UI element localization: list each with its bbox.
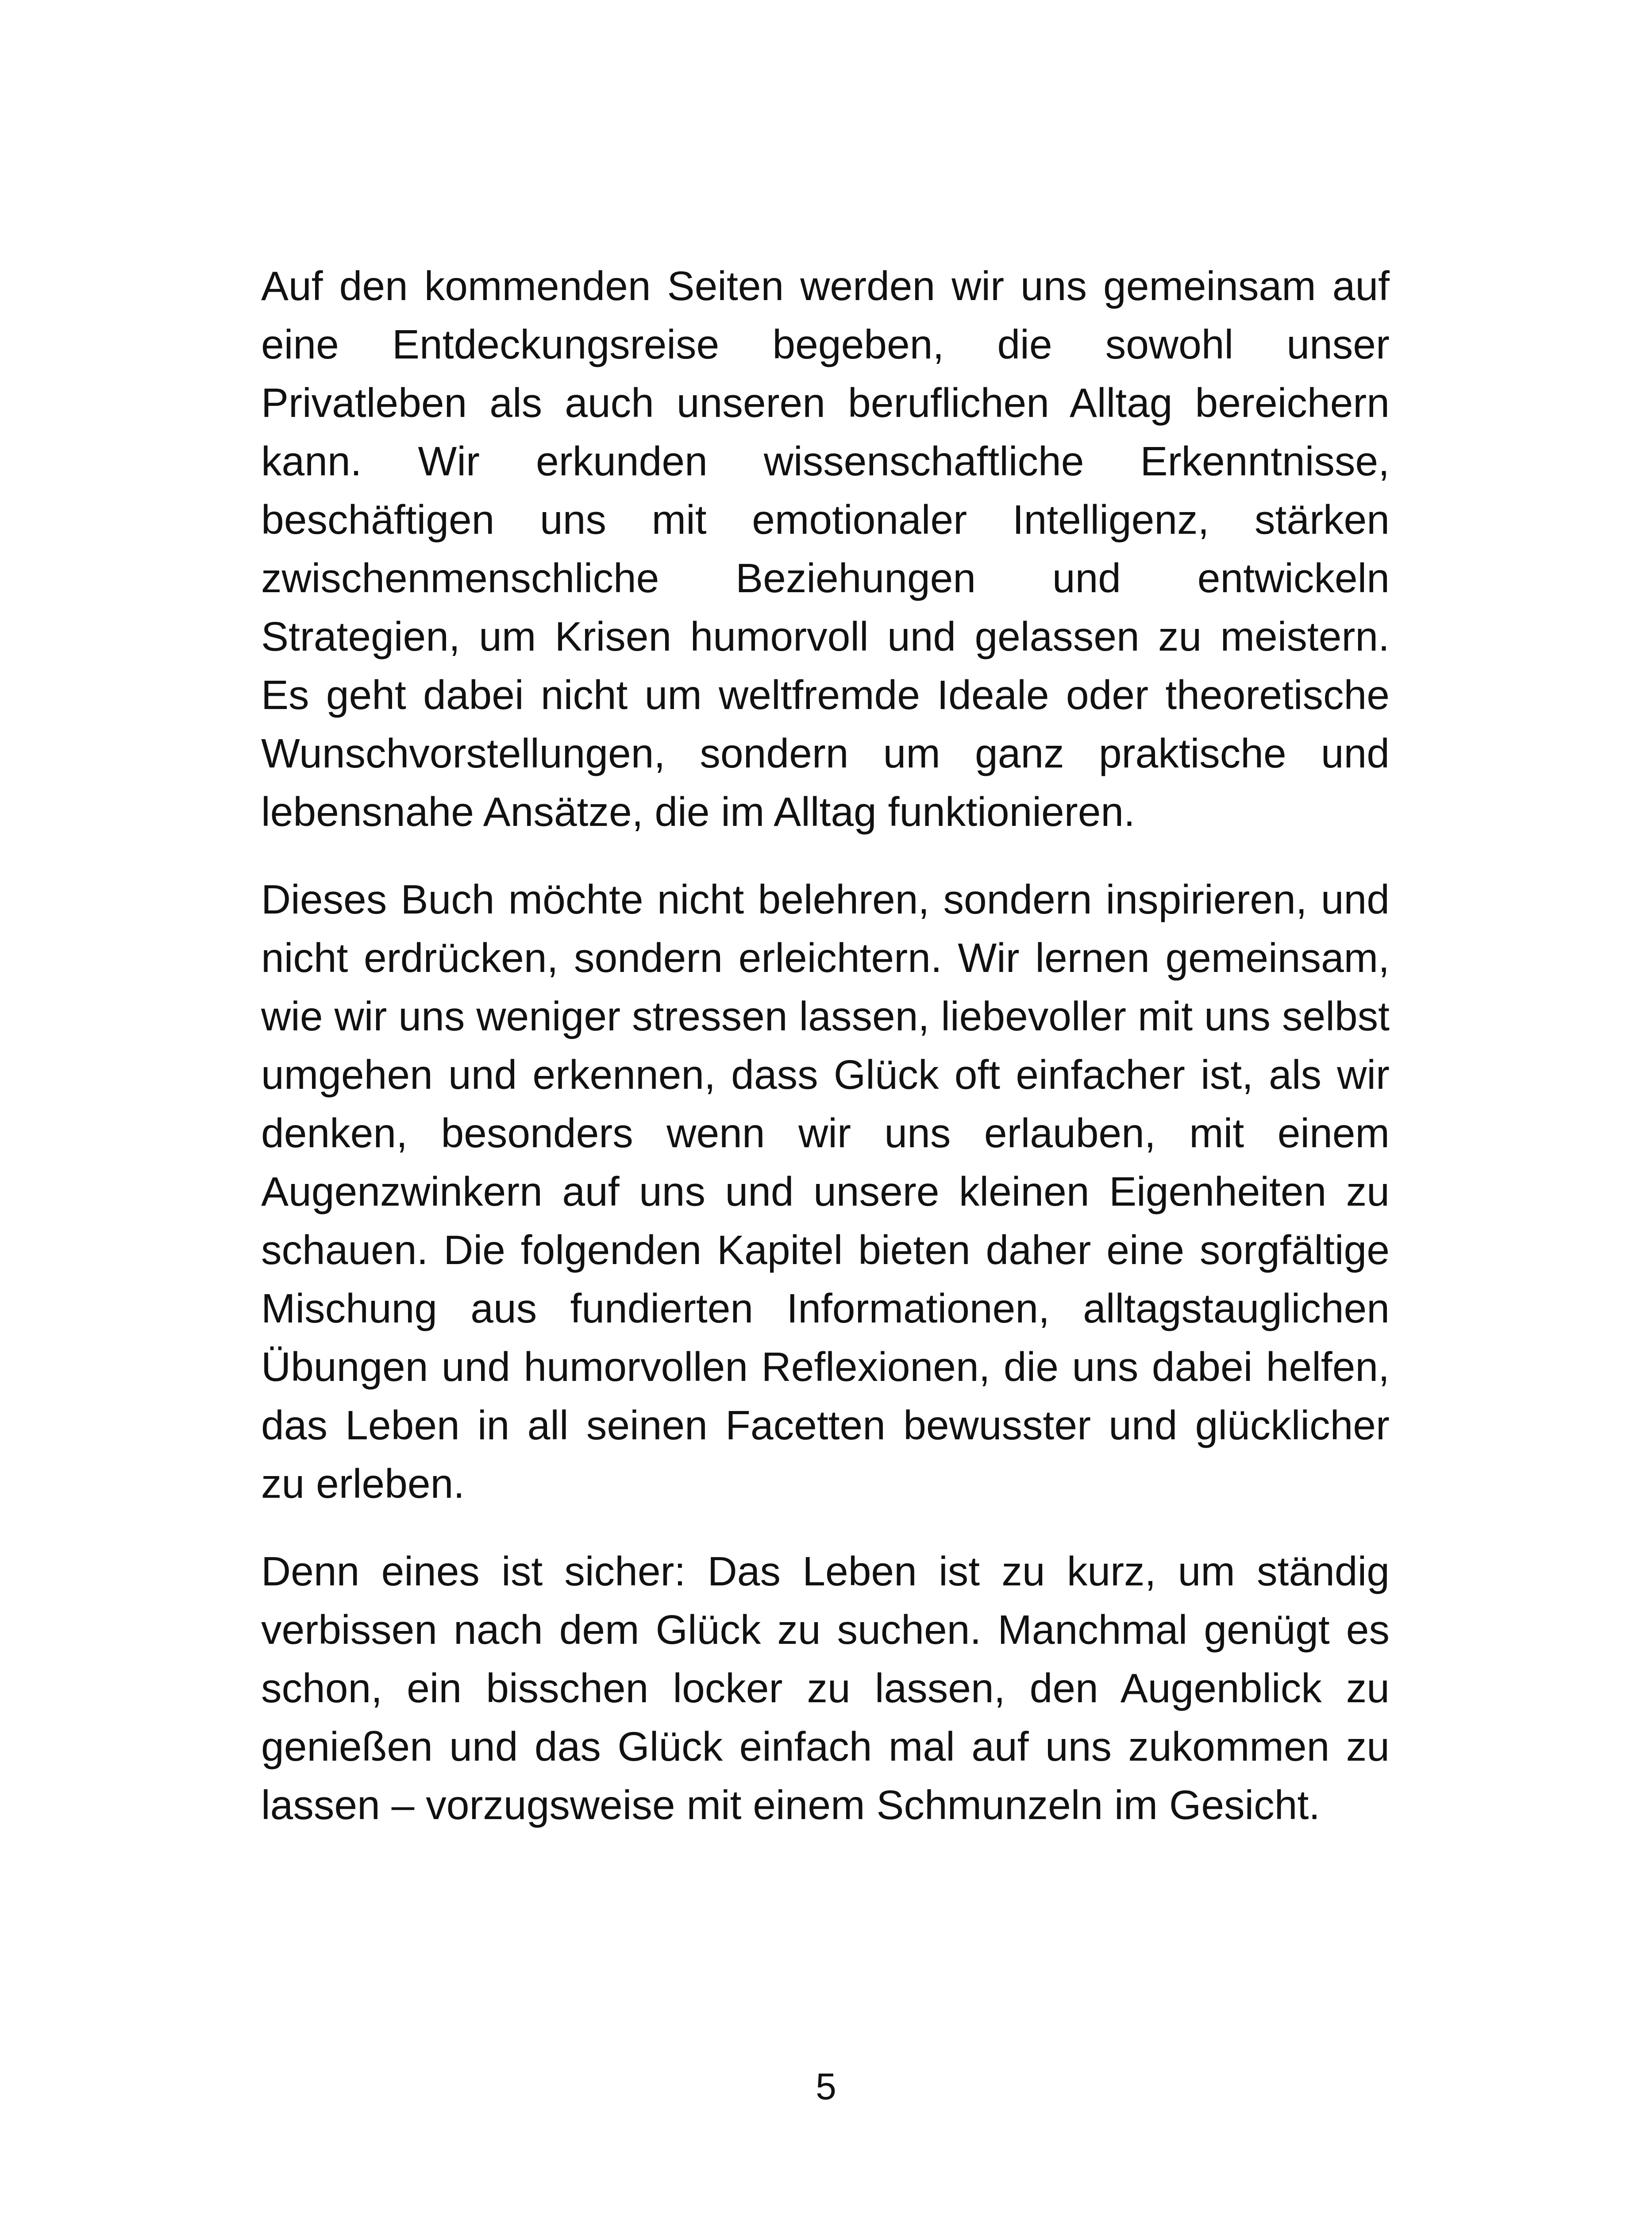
- paragraph-2: Dieses Buch möchte nicht belehren, sondern inspirieren, und nicht erdrücken, sondern erleichtern. Wir lernen gemeinsam, wie wir uns weniger stressen lassen, liebevoller mit uns selbst umgehen und erkennen, dass Glück oft einfacher ist, als wir denken, besonders wenn wir uns erlauben, mit einem Augenzwinkern auf uns und unsere kleinen Eigenheiten zu schauen. Die folgenden Kapitel bieten daher eine sorgfältige Mischung aus fundierten Informationen, alltagstauglichen Übungen und humorvollen Reflexionen, die uns dabei helfen, das Leben in all seinen Facetten bewusster und glücklicher zu erleben.: [261, 876, 1390, 1507]
- body-text: [261, 257, 1390, 1834]
- paragraph-3: Denn eines ist sicher: Das Leben ist zu kurz, um ständig verbissen nach dem Glück zu suchen. Manchmal genügt es schon, ein bisschen locker zu lassen, den Augenblick zu genießen und das Glück einfach mal auf uns zukommen zu lassen – vorzugsweise mit einem Schmunzeln im Gesicht.: [261, 1548, 1390, 1828]
- page-number: 5: [816, 2066, 836, 2107]
- paragraph-1: Auf den kommenden Seiten werden wir uns gemeinsam auf eine Entdeckungsreise begeben, die sowohl unser Privatleben als auch unseren beruflichen Alltag bereichern kann. Wir erkunden wissenschaftliche Erkenntnisse, beschäftigen uns mit emotionaler Intelligenz, stärken zwischenmenschliche Beziehungen und entwickeln Strategien, um Krisen humorvoll und gelassen zu meistern. Es geht dabei nicht um weltfremde Ideale oder theoretische Wunschvorstellungen, sondern um ganz praktische und lebensnahe Ansätze, die im Alltag funktionieren.: [261, 263, 1390, 835]
